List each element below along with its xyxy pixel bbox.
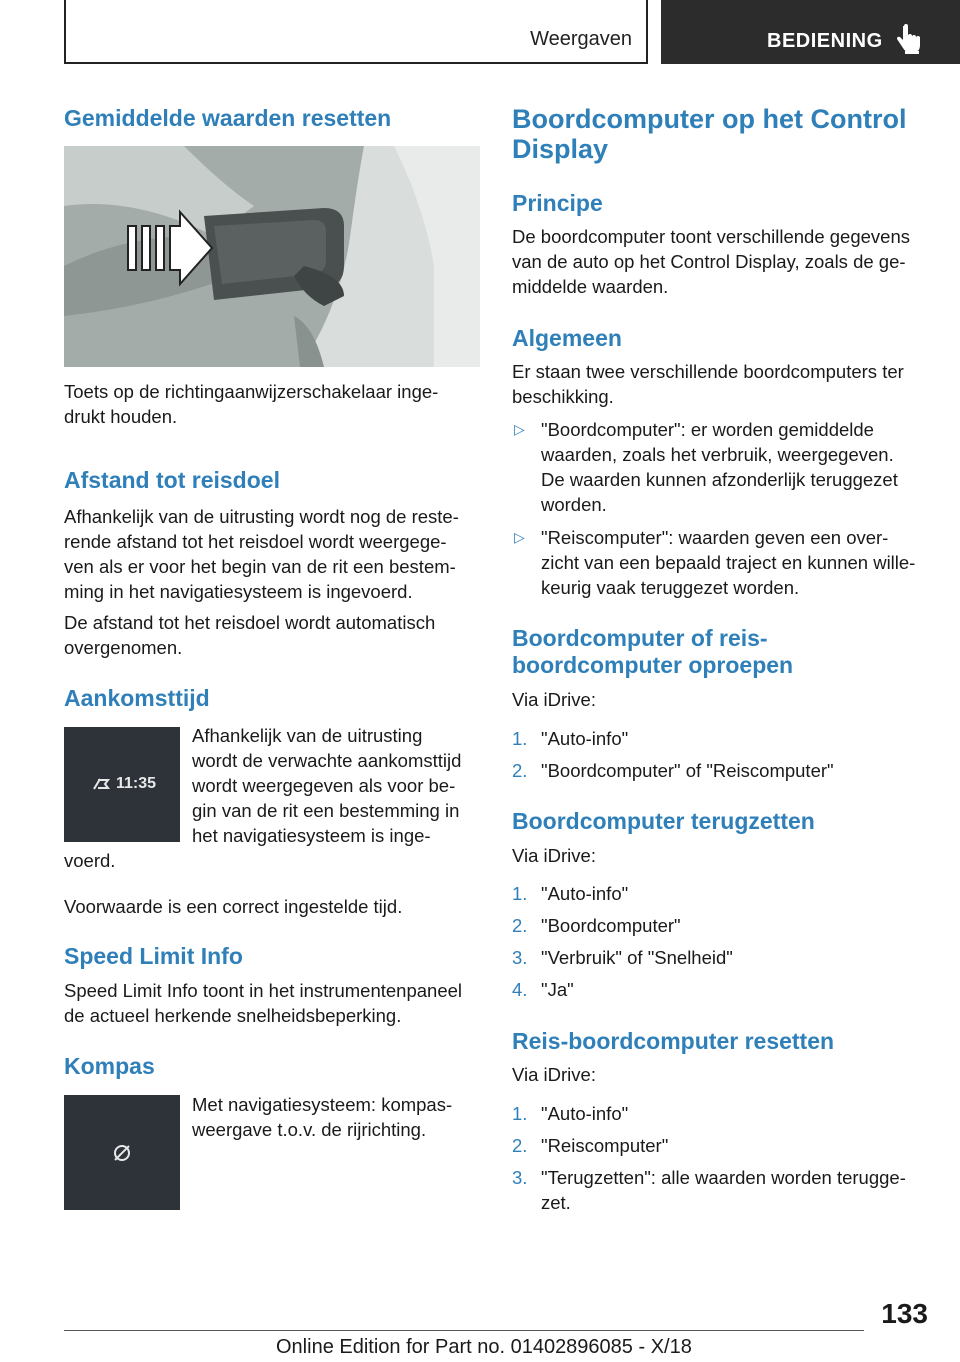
open-computer-heading-line-2: boordcomputer oproepen	[512, 652, 794, 678]
compass-heading: Kompas	[64, 1053, 155, 1079]
compass-text-line-1: Met navigatiesysteem: kompas-	[192, 1094, 453, 1115]
step-number: 1.	[512, 883, 528, 904]
step-number: 1.	[512, 728, 528, 749]
principle-text-line-1: De boordcomputer toont verschillende gegevens	[512, 226, 910, 247]
general-text-line-1: Er staan twee verschillende boordcomputers ter	[512, 361, 904, 382]
bullet-1-line-1: "Boordcomputer": er worden gemiddelde	[541, 419, 874, 440]
via-idrive-label: Via iDrive:	[512, 845, 596, 866]
distance-heading: Afstand tot reisdoel	[64, 467, 280, 493]
arrival-text-line-6: voerd.	[64, 850, 116, 871]
step-number: 2.	[512, 915, 528, 936]
compass-icon	[111, 1142, 133, 1164]
distance-text-line-2: rende afstand tot het reisdoel wordt weergege-	[64, 531, 447, 552]
arrival-text-line-2: wordt de verwachte aankomsttijd	[192, 750, 462, 771]
reset-step-1: "Auto-info"	[541, 883, 629, 904]
open-step-2: "Boordcomputer" of "Reiscomputer"	[541, 760, 834, 781]
step-number: 3.	[512, 1167, 528, 1188]
principle-text-line-3: middelde waarden.	[512, 276, 669, 297]
hand-pointer-icon	[895, 24, 923, 54]
bullet-2-line-3: keurig vaak teruggezet worden.	[541, 577, 800, 598]
arrival-text-line-5: het navigatiesysteem is inge-	[192, 825, 431, 846]
page-title-line-1: Boordcomputer op het Control	[512, 104, 907, 134]
trip-step-1: "Auto-info"	[541, 1103, 629, 1124]
general-text-line-2: beschikking.	[512, 386, 614, 407]
step-number: 3.	[512, 947, 528, 968]
arrival-condition: Voorwaarde is een correct ingestelde tijd.	[64, 896, 403, 917]
distance-text-line-4: ming in het navigatiesysteem is ingevoerd.	[64, 581, 413, 602]
distance-text-line-3: ven als er voor het begin van de rit een bestem-	[64, 556, 456, 577]
reset-step-2: "Boordcomputer"	[541, 915, 681, 936]
bullet-triangle-icon: ▷	[514, 421, 525, 437]
reset-computer-heading: Boordcomputer terugzetten	[512, 808, 815, 834]
chapter-title: BEDIENING	[767, 30, 883, 52]
distance-text-line-1: Afhankelijk van de uitrusting wordt nog de reste-	[64, 506, 459, 527]
trip-reset-heading: Reis-boordcomputer resetten	[512, 1028, 835, 1054]
distance-text2-line-1: De afstand tot het reisdoel wordt automatisch	[64, 612, 436, 633]
step-number: 4.	[512, 979, 528, 1000]
arrival-text-line-4: gin van de rit een bestemming in	[192, 800, 460, 821]
trip-step-3-line-2: zet.	[541, 1192, 571, 1213]
photo-caption-line-2: drukt houden.	[64, 406, 178, 427]
bullet-1-line-4: worden.	[541, 494, 607, 515]
page-title-line-2: Display	[512, 134, 609, 164]
open-computer-heading-line-1: Boordcomputer of reis-	[512, 625, 768, 651]
step-number: 1.	[512, 1103, 528, 1124]
open-step-1: "Auto-info"	[541, 728, 629, 749]
compass-text-line-2: weergave t.o.v. de rijrichting.	[192, 1119, 427, 1140]
speed-limit-heading: Speed Limit Info	[64, 943, 243, 969]
speed-limit-text-line-2: de actueel herkende snelheidsbeperking.	[64, 1005, 402, 1026]
bullet-2-line-2: zicht van een bepaald traject en kunnen wille-	[541, 552, 916, 573]
compass-display	[64, 1095, 180, 1210]
distance-text2-line-2: overgenomen.	[64, 637, 183, 658]
reset-averages-heading: Gemiddelde waarden resetten	[64, 105, 392, 131]
flag-icon	[92, 777, 112, 791]
footer-divider	[64, 1330, 864, 1331]
via-idrive-label: Via iDrive:	[512, 689, 596, 710]
photo-caption-line-1: Toets op de richtingaanwijzerschakelaar inge-	[64, 381, 439, 402]
trip-step-2: "Reiscomputer"	[541, 1135, 669, 1156]
turn-signal-lever-photo	[64, 146, 480, 367]
arrival-text-line-3: wordt weergegeven als voor be-	[192, 775, 456, 796]
bullet-2-line-1: "Reiscomputer": waarden geven een over-	[541, 527, 889, 548]
principle-text-line-2: van de auto op het Control Display, zoals de ge-	[512, 251, 906, 272]
bullet-triangle-icon: ▷	[514, 529, 525, 545]
speed-limit-text-line-1: Speed Limit Info toont in het instrumentenpaneel	[64, 980, 463, 1001]
arrival-time-value: 11:35	[116, 775, 157, 792]
bullet-1-line-2: waarden, zoals het verbruik, weergegeven.	[541, 444, 894, 465]
section-title: Weergaven	[530, 28, 632, 50]
general-heading: Algemeen	[512, 325, 622, 351]
principle-heading: Principe	[512, 190, 603, 216]
chapter-tab	[661, 0, 960, 64]
arrival-text-line-1: Afhankelijk van de uitrusting	[192, 725, 423, 746]
page-number: 133	[881, 1298, 928, 1329]
reset-step-3: "Verbruik" of "Snelheid"	[541, 947, 733, 968]
arrival-time-display	[64, 727, 180, 842]
edition-footer: Online Edition for Part no. 01402896085 - X/18	[276, 1336, 692, 1358]
reset-step-4: "Ja"	[541, 979, 574, 1000]
arrival-heading: Aankomsttijd	[64, 685, 210, 711]
step-number: 2.	[512, 760, 528, 781]
step-number: 2.	[512, 1135, 528, 1156]
bullet-1-line-3: De waarden kunnen afzonderlijk teruggezet	[541, 469, 898, 490]
header-section-box	[64, 0, 648, 64]
trip-step-3-line-1: "Terugzetten": alle waarden worden terugge-	[541, 1167, 906, 1188]
via-idrive-label: Via iDrive:	[512, 1064, 596, 1085]
